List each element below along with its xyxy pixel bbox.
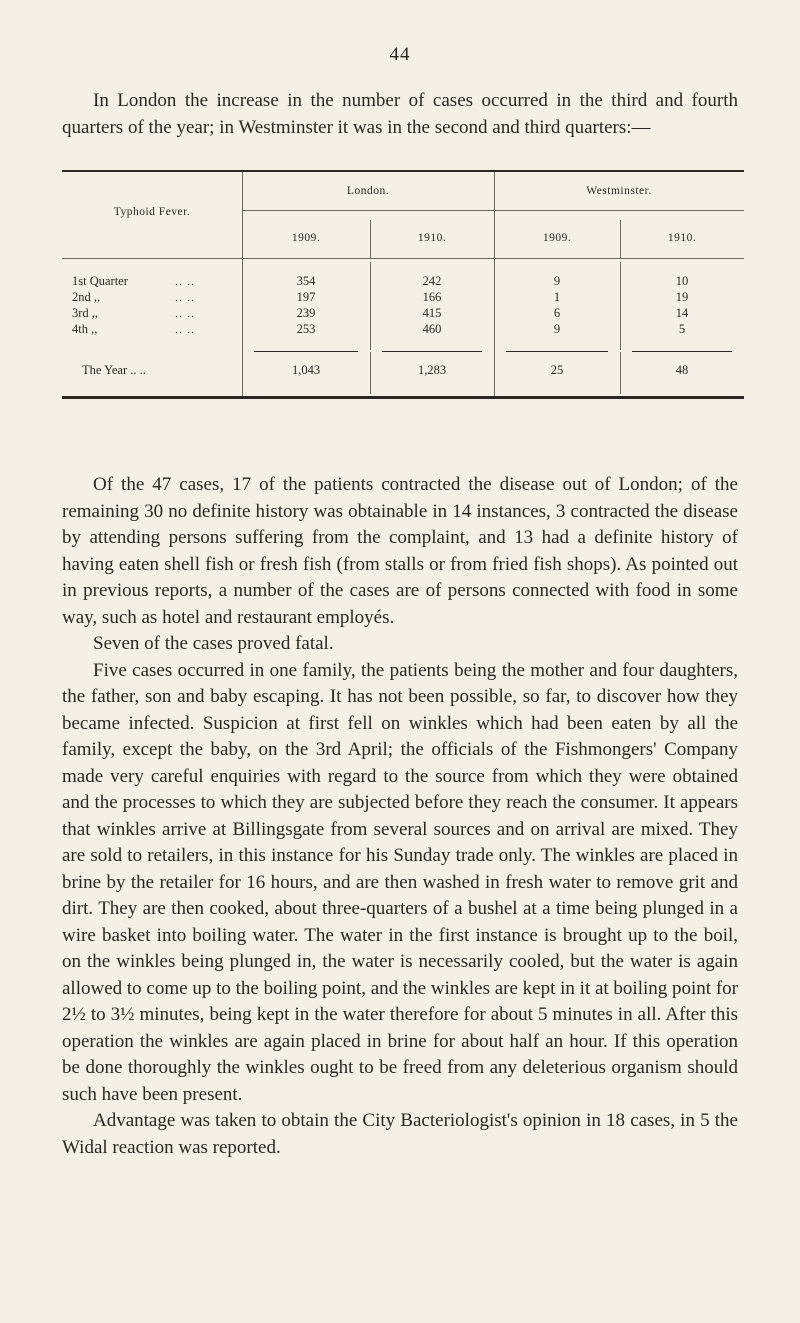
table-cell: 9 <box>553 322 561 336</box>
table-cell: 239 <box>296 306 316 320</box>
total-cell: 48 <box>675 363 689 377</box>
leader-dots: .. .. <box>175 290 195 304</box>
row-header: Typhoid Fever. <box>113 206 191 218</box>
row-label: 3rd ,, <box>72 306 99 320</box>
sum-rule <box>506 351 608 352</box>
sum-rule <box>632 351 732 352</box>
table-cell: 460 <box>422 322 442 336</box>
year-header: 1910. <box>417 232 447 244</box>
sum-rule <box>382 351 482 352</box>
total-cell: 25 <box>550 363 564 377</box>
paragraph: Advantage was taken to obtain the City Bacteriologist's opinion in 18 cases, in 5 the Widal reaction was reported. <box>62 1110 738 1158</box>
group-header-rule <box>242 210 744 211</box>
table-cell: 10 <box>675 274 689 288</box>
table-cell: 242 <box>422 274 442 288</box>
paragraph: Seven of the cases proved fatal. <box>93 633 334 654</box>
year-header: 1909. <box>291 232 321 244</box>
leader-dots: .. .. <box>175 306 195 320</box>
table-cell: 354 <box>296 274 316 288</box>
total-label: The Year .. .. <box>82 363 146 377</box>
sum-rule <box>254 351 358 352</box>
paragraph: Of the 47 cases, 17 of the patients contracted the disease out of London; of the remaining 30 no definite history was obtainable in 14 instances, 3 contracted the disease by attending persons suffering from the complaint, and 13 had a definite history of having eaten shell fish or fresh fish (from stalls or from fried fish shops). As pointed out in previous reports, a number of the cases are of persons connected with food in some way, such as hotel and restaurant employés. <box>62 474 738 628</box>
table-cell: 14 <box>675 306 689 320</box>
group-header-westminster: Westminster. <box>586 185 652 197</box>
table-top-rule <box>62 170 744 172</box>
group-header-london: London. <box>346 185 390 197</box>
row-label: 1st Quarter <box>72 274 128 288</box>
year-header: 1909. <box>542 232 572 244</box>
leader-dots: .. .. <box>175 322 195 336</box>
row-label: 2nd ,, <box>72 290 101 304</box>
paragraph: Five cases occurred in one family, the patients being the mother and four daughters, the father, son and baby escaping. It has not been possible, so far, to discover how they became infected. Suspicion at first fell on winkles which had been eaten by all the family, except the baby, on the 3rd April; the officials of the Fishmongers' Company made very careful enquiries with regard to the source from which they were obtained and the processes to which they are subjected before they reach the consumer. It appears that winkles arrive at Billingsgate from several sources and on arrival are mixed. They are sold to retailers, in this instance for his Sunday trade only. The winkles are placed in brine by the retailer for 16 hours, and are then washed in fresh water to remove grit and dirt. They are then cooked, about three-quarters of a bushel at a time being plunged in a wire basket into boiling water. The water in the first instance is brought up to the boil, on the winkles being plunged in, the water is necessarily cooled, but the water is again allowed to come up to the boiling point, and the winkles are kept in it at boiling point for 2½ to 3½ minutes, being kept in the water therefore for about 5 minutes in all. After this operation the winkles are again placed in brine for about half an hour. If this operation be done thoroughly the winkles ought to be freed from any deleterious organism should such have been present. <box>62 659 738 1105</box>
header-bottom-rule <box>62 258 744 259</box>
table-cell: 1 <box>553 290 561 304</box>
leader-dots: .. .. <box>175 274 195 288</box>
intro-paragraph: In London the increase in the number of cases occurred in the third and fourth quarters of the year; in Westminster it was in the second and third quarters:— <box>62 90 738 138</box>
total-cell: 1,043 <box>291 363 321 377</box>
year-header: 1910. <box>667 232 697 244</box>
typhoid-fever-table <box>62 170 744 398</box>
table-cell: 197 <box>296 290 316 304</box>
table-cell: 415 <box>422 306 442 320</box>
table-cell: 19 <box>675 290 689 304</box>
page-number: 44 <box>389 44 411 65</box>
total-cell: 1,283 <box>417 363 447 377</box>
table-cell: 166 <box>422 290 442 304</box>
row-label: 4th ,, <box>72 322 98 336</box>
body-text <box>62 472 738 1161</box>
table-bottom-rule <box>62 396 744 399</box>
table-cell: 9 <box>553 274 561 288</box>
table-cell: 253 <box>296 322 316 336</box>
table-cell: 6 <box>553 306 561 320</box>
table-cell: 5 <box>678 322 686 336</box>
